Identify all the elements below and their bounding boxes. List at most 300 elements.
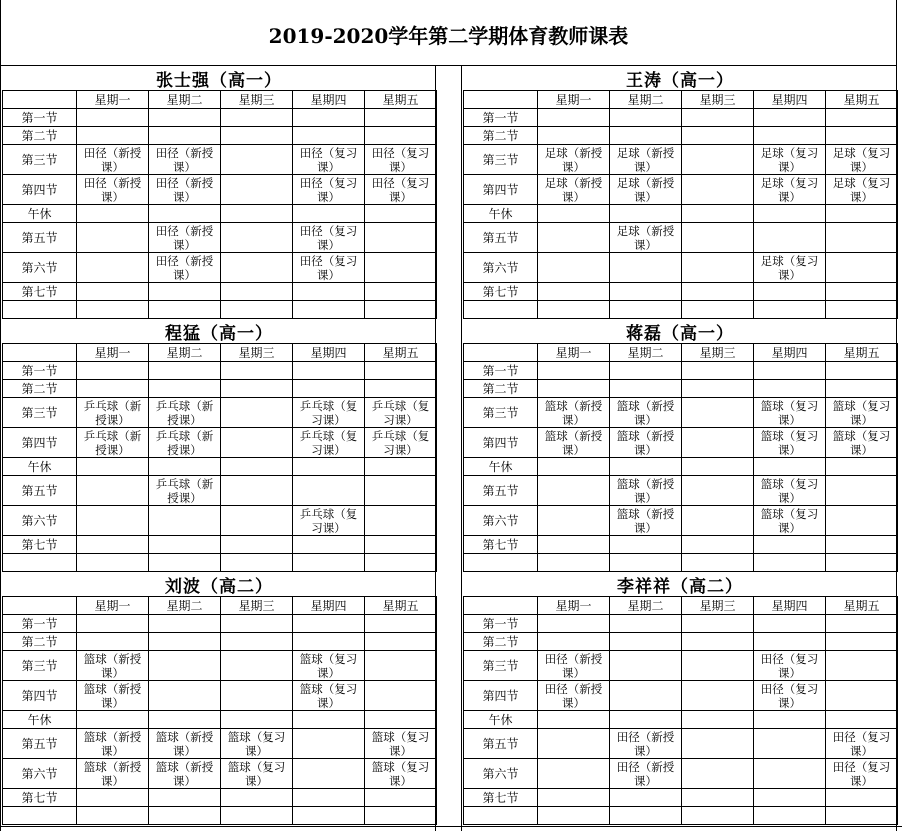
day-header: 星期三 [221, 91, 293, 109]
blank-cell [3, 301, 77, 319]
lesson-cell [221, 109, 293, 127]
period-label: 第五节 [3, 223, 77, 253]
lesson-cell [365, 283, 437, 301]
lesson-cell [293, 536, 365, 554]
lesson-cell: 篮球（复习课） [754, 428, 826, 458]
lesson-cell: 足球（新授课） [538, 175, 610, 205]
period-row [464, 759, 898, 789]
lesson-cell [77, 476, 149, 506]
period-row [3, 789, 437, 807]
lesson-cell: 篮球（复习课） [754, 506, 826, 536]
period-row [3, 615, 437, 633]
lesson-cell [826, 109, 898, 127]
blank-cell [365, 807, 437, 825]
lesson-cell [682, 205, 754, 223]
lesson-cell [77, 109, 149, 127]
day-header: 星期三 [221, 344, 293, 362]
period-label: 第五节 [464, 476, 538, 506]
day-header: 星期五 [826, 344, 898, 362]
lesson-cell [682, 476, 754, 506]
blank-cell [77, 301, 149, 319]
lesson-cell [754, 458, 826, 476]
lesson-cell [682, 681, 754, 711]
blank-cell [221, 807, 293, 825]
lesson-cell: 足球（复习课） [826, 145, 898, 175]
period-row [464, 681, 898, 711]
period-row [464, 127, 898, 145]
lesson-cell [149, 536, 221, 554]
lesson-cell [293, 615, 365, 633]
period-row [3, 729, 437, 759]
lesson-cell [149, 127, 221, 145]
period-label: 午休 [3, 711, 77, 729]
lesson-cell [826, 651, 898, 681]
lesson-cell: 足球（新授课） [538, 145, 610, 175]
lesson-cell: 乒乓球（新授课） [149, 398, 221, 428]
teacher-block [2, 319, 436, 572]
lesson-cell [826, 362, 898, 380]
period-label: 第六节 [3, 253, 77, 283]
teacher-block [463, 319, 897, 572]
lesson-cell [826, 253, 898, 283]
lesson-cell [682, 789, 754, 807]
schedule-table [2, 90, 437, 319]
lesson-cell [293, 633, 365, 651]
period-row [464, 476, 898, 506]
period-row [3, 398, 437, 428]
lesson-cell [538, 536, 610, 554]
period-label: 第二节 [3, 127, 77, 145]
lesson-cell [149, 205, 221, 223]
lesson-cell [77, 615, 149, 633]
lesson-cell: 乒乓球（新授课） [77, 398, 149, 428]
lesson-cell [149, 633, 221, 651]
lesson-cell [826, 458, 898, 476]
lesson-cell: 田径（新授课） [538, 681, 610, 711]
sheet-title [0, 0, 897, 66]
period-label: 第三节 [464, 398, 538, 428]
blank-cell [610, 554, 682, 572]
lesson-cell [365, 362, 437, 380]
lesson-cell [221, 615, 293, 633]
day-header: 星期五 [826, 91, 898, 109]
period-label: 第三节 [3, 145, 77, 175]
schedule-table [463, 90, 898, 319]
period-row [3, 476, 437, 506]
lesson-cell [826, 380, 898, 398]
blank-cell [464, 301, 538, 319]
lesson-cell [77, 711, 149, 729]
lesson-cell [610, 651, 682, 681]
lesson-cell [365, 205, 437, 223]
lesson-cell [221, 536, 293, 554]
blank-cell [3, 807, 77, 825]
lesson-cell [221, 458, 293, 476]
blank-cell [293, 807, 365, 825]
period-row [464, 615, 898, 633]
period-label: 第七节 [464, 283, 538, 301]
period-label: 第六节 [3, 759, 77, 789]
lesson-cell [221, 789, 293, 807]
lesson-cell [754, 711, 826, 729]
lesson-cell: 篮球（新授课） [610, 428, 682, 458]
period-row [3, 711, 437, 729]
lesson-cell [221, 651, 293, 681]
period-row [3, 253, 437, 283]
lesson-cell [610, 205, 682, 223]
lesson-cell [365, 506, 437, 536]
day-header: 星期二 [610, 91, 682, 109]
period-row [464, 789, 898, 807]
lesson-cell: 田径（复习课） [826, 729, 898, 759]
lesson-cell [754, 615, 826, 633]
period-label: 第一节 [3, 109, 77, 127]
lesson-cell [682, 398, 754, 428]
period-row [464, 362, 898, 380]
period-row [464, 380, 898, 398]
lesson-cell [365, 711, 437, 729]
period-label: 第四节 [464, 428, 538, 458]
day-header: 星期四 [754, 91, 826, 109]
lesson-cell [538, 759, 610, 789]
teacher-block [2, 572, 436, 825]
lesson-cell [538, 205, 610, 223]
lesson-cell [221, 145, 293, 175]
lesson-cell [365, 223, 437, 253]
frame-line [435, 66, 436, 831]
lesson-cell [149, 615, 221, 633]
lesson-cell: 田径（新授课） [149, 175, 221, 205]
period-row [464, 283, 898, 301]
blank-cell [293, 554, 365, 572]
blank-cell [610, 301, 682, 319]
lesson-cell [682, 458, 754, 476]
period-row [3, 205, 437, 223]
lesson-cell [754, 127, 826, 145]
lesson-cell: 田径（新授课） [149, 145, 221, 175]
lesson-cell: 足球（新授课） [610, 223, 682, 253]
teacher-name: 蒋磊（高一） [626, 323, 734, 344]
period-row [3, 109, 437, 127]
lesson-cell: 篮球（复习课） [754, 476, 826, 506]
period-row [3, 536, 437, 554]
lesson-cell [221, 506, 293, 536]
lesson-cell [610, 362, 682, 380]
period-row [464, 398, 898, 428]
lesson-cell [77, 253, 149, 283]
lesson-cell [682, 536, 754, 554]
period-row [464, 651, 898, 681]
blank-cell [149, 301, 221, 319]
day-header: 星期一 [77, 597, 149, 615]
period-label: 第六节 [464, 759, 538, 789]
period-row [3, 506, 437, 536]
period-row [464, 633, 898, 651]
frame-line [0, 0, 1, 831]
lesson-cell [682, 175, 754, 205]
lesson-cell: 乒乓球（复习课） [293, 506, 365, 536]
period-label: 第二节 [464, 633, 538, 651]
lesson-cell [149, 380, 221, 398]
period-label: 第七节 [3, 789, 77, 807]
lesson-cell [538, 283, 610, 301]
corner-cell [464, 597, 538, 615]
schedule-table [463, 343, 898, 572]
lesson-cell [221, 127, 293, 145]
lesson-cell [77, 380, 149, 398]
lesson-cell [365, 476, 437, 506]
period-row [464, 729, 898, 759]
lesson-cell: 乒乓球（复习课） [293, 428, 365, 458]
period-label: 第二节 [3, 633, 77, 651]
lesson-cell: 篮球（新授课） [610, 506, 682, 536]
lesson-cell: 田径（新授课） [610, 729, 682, 759]
lesson-cell [538, 362, 610, 380]
lesson-cell [826, 536, 898, 554]
blank-cell [221, 554, 293, 572]
blank-cell [3, 554, 77, 572]
blank-cell [365, 554, 437, 572]
lesson-cell [682, 223, 754, 253]
lesson-cell: 田径（复习课） [754, 651, 826, 681]
lesson-cell: 篮球（复习课） [221, 759, 293, 789]
period-label: 第四节 [464, 175, 538, 205]
lesson-cell [754, 380, 826, 398]
lesson-cell [682, 127, 754, 145]
lesson-cell [682, 711, 754, 729]
teacher-name: 张士强（高一） [156, 70, 282, 91]
day-header: 星期五 [365, 344, 437, 362]
lesson-cell [293, 362, 365, 380]
day-header: 星期二 [610, 597, 682, 615]
lesson-cell: 篮球（复习课） [365, 729, 437, 759]
lesson-cell [826, 127, 898, 145]
lesson-cell [754, 633, 826, 651]
lesson-cell: 田径（新授课） [77, 145, 149, 175]
lesson-cell: 田径（新授课） [538, 651, 610, 681]
lesson-cell [221, 175, 293, 205]
lesson-cell: 足球（复习课） [826, 175, 898, 205]
day-header: 星期二 [610, 344, 682, 362]
period-label: 第七节 [464, 536, 538, 554]
lesson-cell: 篮球（新授课） [77, 651, 149, 681]
frame-line [896, 66, 897, 831]
lesson-cell [149, 651, 221, 681]
lesson-cell [365, 615, 437, 633]
blank-cell [538, 807, 610, 825]
corner-cell [3, 91, 77, 109]
period-label: 午休 [3, 458, 77, 476]
lesson-cell [293, 759, 365, 789]
period-label: 午休 [464, 458, 538, 476]
lesson-cell [682, 428, 754, 458]
teacher-name: 李祥祥（高二） [617, 576, 743, 597]
blank-cell [826, 554, 898, 572]
day-header: 星期四 [754, 344, 826, 362]
lesson-cell [682, 506, 754, 536]
lesson-cell [149, 109, 221, 127]
lesson-cell [682, 380, 754, 398]
lesson-cell [826, 681, 898, 711]
lesson-cell: 篮球（新授课） [538, 428, 610, 458]
lesson-cell: 乒乓球（新授课） [77, 428, 149, 458]
period-label: 第七节 [464, 789, 538, 807]
lesson-cell: 篮球（复习课） [293, 681, 365, 711]
schedule-table [463, 596, 898, 825]
lesson-cell [221, 711, 293, 729]
frame-line [461, 66, 462, 831]
blank-cell [754, 301, 826, 319]
lesson-cell [149, 711, 221, 729]
lesson-cell [77, 458, 149, 476]
lesson-cell [77, 536, 149, 554]
lesson-cell [826, 789, 898, 807]
lesson-cell [149, 789, 221, 807]
corner-cell [464, 91, 538, 109]
lesson-cell [293, 205, 365, 223]
lesson-cell: 足球（复习课） [754, 253, 826, 283]
lesson-cell [365, 789, 437, 807]
lesson-cell: 篮球（复习课） [826, 398, 898, 428]
lesson-cell: 篮球（新授课） [149, 729, 221, 759]
period-row [3, 458, 437, 476]
lesson-cell [293, 711, 365, 729]
lesson-cell: 田径（新授课） [77, 175, 149, 205]
lesson-cell: 篮球（新授课） [77, 681, 149, 711]
corner-cell [3, 597, 77, 615]
lesson-cell: 足球（复习课） [754, 145, 826, 175]
lesson-cell: 乒乓球（新授课） [149, 428, 221, 458]
blank-cell [77, 807, 149, 825]
lesson-cell [221, 380, 293, 398]
lesson-cell: 篮球（复习课） [293, 651, 365, 681]
lesson-cell: 乒乓球（复习课） [365, 428, 437, 458]
blank-cell [538, 554, 610, 572]
period-label: 第三节 [464, 145, 538, 175]
lesson-cell [77, 127, 149, 145]
lesson-cell [538, 223, 610, 253]
blank-cell [77, 554, 149, 572]
lesson-cell [610, 109, 682, 127]
lesson-cell: 田径（新授课） [149, 253, 221, 283]
period-label: 第七节 [3, 536, 77, 554]
day-header: 星期三 [682, 91, 754, 109]
lesson-cell: 田径（复习课） [754, 681, 826, 711]
blank-cell [221, 301, 293, 319]
period-label: 午休 [464, 205, 538, 223]
period-row [464, 145, 898, 175]
period-row [464, 506, 898, 536]
period-label: 第三节 [3, 398, 77, 428]
blank-cell [149, 807, 221, 825]
lesson-cell: 篮球（新授课） [538, 398, 610, 428]
lesson-cell: 篮球（新授课） [77, 729, 149, 759]
lesson-cell: 足球（新授课） [610, 175, 682, 205]
period-row [464, 223, 898, 253]
lesson-cell [365, 633, 437, 651]
lesson-cell: 田径（复习课） [826, 759, 898, 789]
day-header: 星期三 [682, 597, 754, 615]
lesson-cell [538, 711, 610, 729]
period-row [3, 681, 437, 711]
lesson-cell: 篮球（复习课） [221, 729, 293, 759]
lesson-cell [538, 380, 610, 398]
lesson-cell [610, 789, 682, 807]
lesson-cell [682, 283, 754, 301]
day-header: 星期一 [77, 344, 149, 362]
blank-cell [538, 301, 610, 319]
lesson-cell: 篮球（复习课） [365, 759, 437, 789]
lesson-cell: 足球（新授课） [610, 145, 682, 175]
lesson-cell [77, 362, 149, 380]
lesson-cell [610, 127, 682, 145]
teacher-name: 刘波（高二） [165, 576, 273, 597]
period-label: 第一节 [464, 109, 538, 127]
blank-cell [754, 554, 826, 572]
day-header: 星期二 [149, 91, 221, 109]
lesson-cell [682, 253, 754, 283]
blank-cell [365, 301, 437, 319]
day-header: 星期一 [538, 344, 610, 362]
lesson-cell [610, 253, 682, 283]
lesson-cell [538, 506, 610, 536]
lesson-cell [538, 476, 610, 506]
period-label: 午休 [464, 711, 538, 729]
blank-cell [682, 807, 754, 825]
day-header: 星期三 [221, 597, 293, 615]
lesson-cell: 田径（复习课） [293, 175, 365, 205]
lesson-cell: 田径（复习课） [365, 175, 437, 205]
blank-cell [682, 301, 754, 319]
lesson-cell [293, 109, 365, 127]
lesson-cell: 乒乓球（复习课） [365, 398, 437, 428]
lesson-cell [754, 789, 826, 807]
teacher-name: 王涛（高一） [626, 70, 734, 91]
lesson-cell [293, 458, 365, 476]
lesson-cell [682, 729, 754, 759]
lesson-cell: 田径（新授课） [149, 223, 221, 253]
lesson-cell [149, 283, 221, 301]
lesson-cell [365, 458, 437, 476]
lesson-cell: 篮球（复习课） [826, 428, 898, 458]
lesson-cell [365, 536, 437, 554]
lesson-cell [754, 223, 826, 253]
lesson-cell [538, 789, 610, 807]
blank-cell [826, 301, 898, 319]
lesson-cell [682, 633, 754, 651]
lesson-cell [293, 789, 365, 807]
lesson-cell: 田径（复习课） [365, 145, 437, 175]
lesson-cell [610, 711, 682, 729]
lesson-cell [221, 253, 293, 283]
teacher-block [463, 572, 897, 825]
lesson-cell: 田径（复习课） [293, 145, 365, 175]
period-row [464, 536, 898, 554]
lesson-cell [293, 729, 365, 759]
sheet-title-text: 2019-2020学年第二学期体育教师课表 [268, 24, 629, 48]
lesson-cell [365, 380, 437, 398]
teacher-block [2, 66, 436, 319]
lesson-cell: 田径（复习课） [293, 223, 365, 253]
day-header: 星期五 [365, 597, 437, 615]
period-label: 第一节 [3, 362, 77, 380]
period-row [464, 458, 898, 476]
period-label: 第二节 [464, 127, 538, 145]
period-row [3, 362, 437, 380]
lesson-cell [682, 362, 754, 380]
lesson-cell [682, 759, 754, 789]
blank-cell [464, 554, 538, 572]
